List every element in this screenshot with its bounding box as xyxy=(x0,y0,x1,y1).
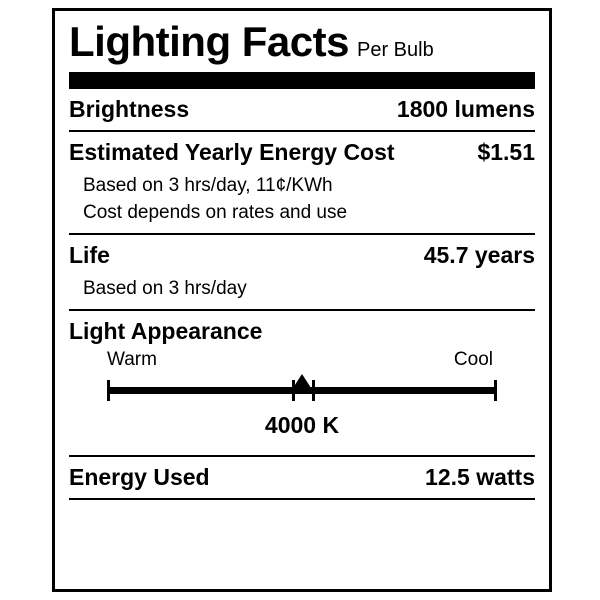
color-temperature-scale xyxy=(99,376,505,410)
brightness-value: 1800 lumens xyxy=(396,96,535,122)
label-inner xyxy=(55,11,549,574)
scale-min-label: Warm xyxy=(107,349,157,370)
brightness-row xyxy=(69,89,535,130)
life-label: Life xyxy=(69,242,110,268)
scale-pointer-triangle-icon xyxy=(291,374,313,391)
light-appearance-block xyxy=(69,311,535,455)
scale-tick-right xyxy=(494,380,497,401)
light-appearance-scale-ends xyxy=(69,347,535,373)
lighting-facts-label xyxy=(52,8,552,592)
energy-used-row xyxy=(69,457,535,498)
life-note-1: Based on 3 hrs/day xyxy=(83,278,247,299)
energy-cost-note-1: Based on 3 hrs/day, 11¢/KWh xyxy=(83,175,333,196)
color-temperature-value: 4000 K xyxy=(264,412,340,438)
title-divider-bar xyxy=(69,72,535,89)
energy-used-value: 12.5 watts xyxy=(425,464,535,490)
energy-cost-note-2: Cost depends on rates and use xyxy=(83,202,348,223)
page-title: Lighting Facts xyxy=(69,18,349,65)
scale-tick-left xyxy=(107,380,110,401)
energy-used-label: Energy Used xyxy=(69,464,210,490)
energy-cost-value: $1.51 xyxy=(477,139,535,165)
brightness-label: Brightness xyxy=(69,96,190,122)
label-footer-blank xyxy=(69,500,535,574)
energy-cost-label: Estimated Yearly Energy Cost xyxy=(69,139,395,165)
page-title-suffix: Per Bulb xyxy=(357,39,434,61)
energy-cost-row xyxy=(69,132,535,173)
life-value: 45.7 years xyxy=(423,242,535,268)
life-row xyxy=(69,235,535,276)
scale-max-label: Cool xyxy=(453,349,493,370)
light-appearance-label: Light Appearance xyxy=(69,318,263,344)
label-title-row xyxy=(69,11,535,63)
